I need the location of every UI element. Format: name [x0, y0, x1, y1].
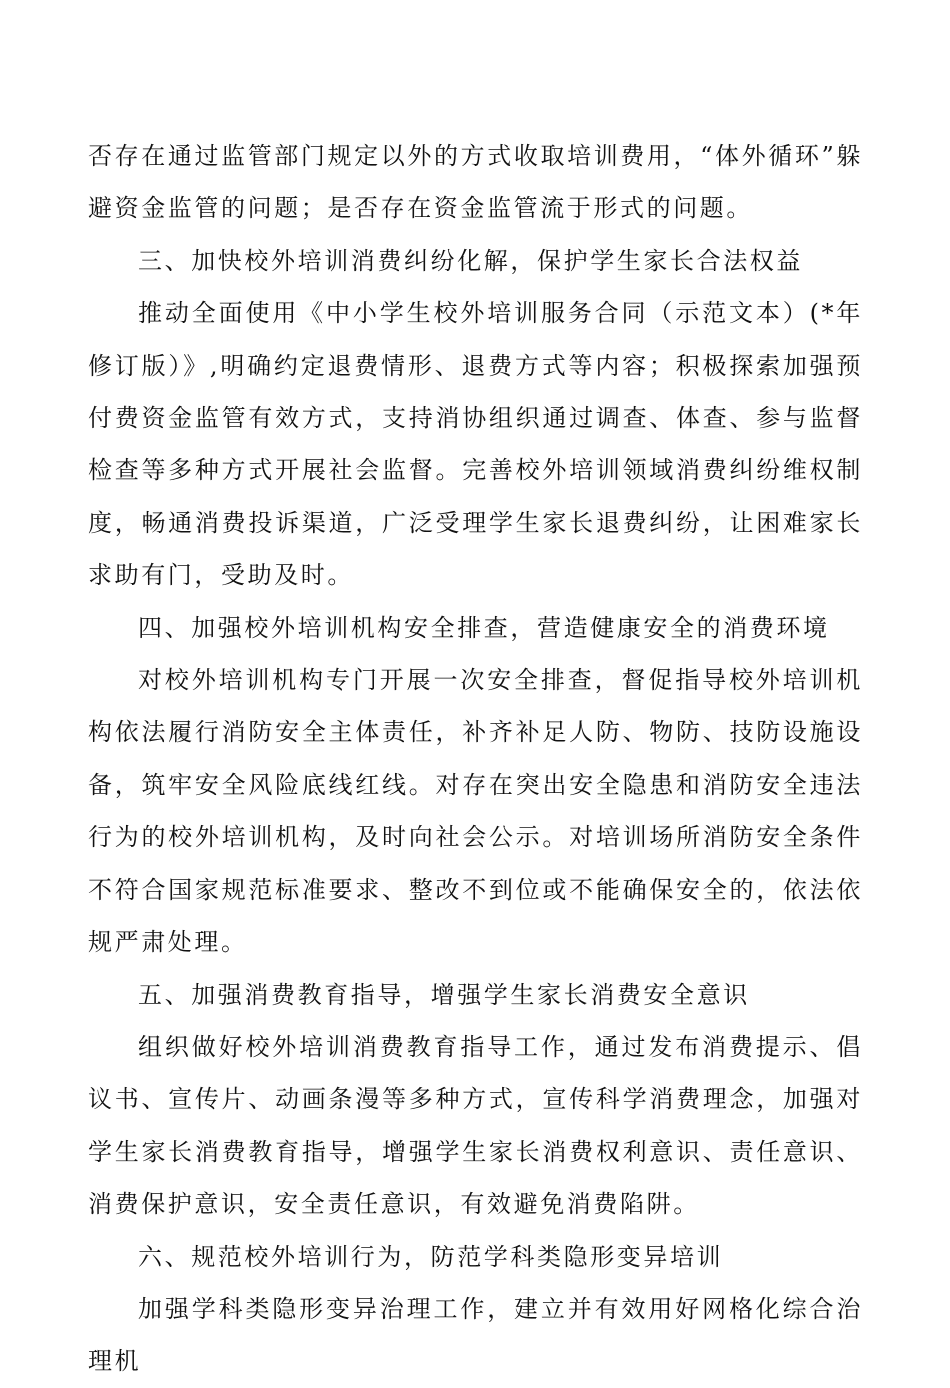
paragraph-section-4: 对校外培训机构专门开展一次安全排查，督促指导校外培训机构依法履行消防安全主体责任，补齐补足人防、物防、技防设施设备，筑牢安全风险底线红线。对存在突出安全隐患和消防安全违法行为的校外培训机构，及时向社会公示。对培训场所消防安全条件不符合国家规范标准要求、整改不到位或不能确保安全的，依法依规严肃处理。 — [88, 666, 863, 957]
paragraph-fund-supervision-continued: 否存在通过监管部门规定以外的方式收取培训费用，“体外循环”躲避资金监管的问题；是否存在资金监管流于形式的问题。 — [88, 142, 863, 223]
paragraph-section-3: 推动全面使用《中小学生校外培训服务合同（示范文本）(*年修订版）》,明确约定退费情形、退费方式等内容；积极探索加强预付费资金监管有效方式，支持消协组织通过调查、体查、参与监督检查等多种方式开展社会监督。完善校外培训领域消费纠纷维权制度，畅通消费投诉渠道，广泛受理学生家长退费纠纷，让困难家长求助有门，受助及时。 — [88, 299, 863, 590]
section-heading-5: 五、加强消费教育指导，增强学生家长消费安全意识 — [138, 980, 750, 1009]
document-page — [88, 130, 863, 1388]
section-heading-4: 四、加强校外培训机构安全排查，营造健康安全的消费环境 — [138, 613, 830, 642]
paragraph-section-6: 加强学科类隐形变异治理工作，建立并有效用好网格化综合治理机 — [88, 1294, 863, 1376]
paragraph-section-5: 组织做好校外培训消费教育指导工作，通过发布消费提示、倡议书、宣传片、动画条漫等多种方式，宣传科学消费理念，加强对学生家长消费教育指导，增强学生家长消费权利意识、责任意识、消费保护意识，安全责任意识，有效避免消费陷阱。 — [88, 1032, 863, 1219]
section-heading-6: 六、规范校外培训行为，防范学科类隐形变异培训 — [138, 1242, 724, 1271]
section-heading-3: 三、加快校外培训消费纠纷化解，保护学生家长合法权益 — [138, 246, 803, 275]
